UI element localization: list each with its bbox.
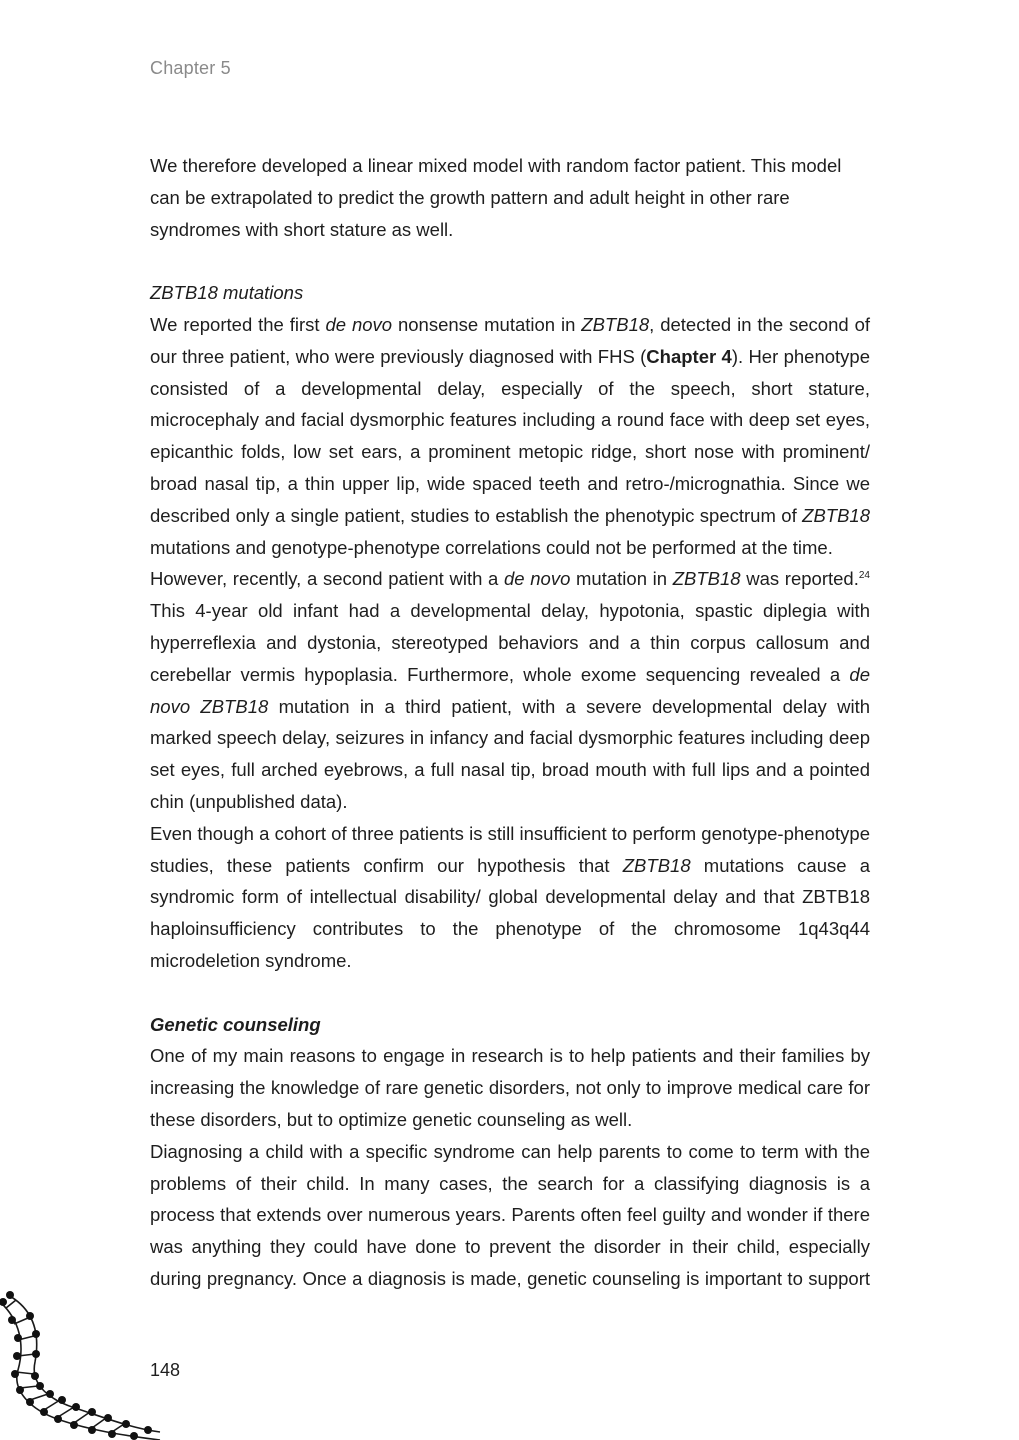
citation-superscript: 24 — [858, 570, 870, 582]
counseling-paragraph-2: Diagnosing a child with a specific syndrome can help parents to come to term with the problems of their child. In many cases, the search for a classifying diagnosis is a process that extends over numerous years. Parents often feel guilty and wonder if there was anything they could have done to prevent the disorder in their child, especially during pregnancy. Once a diagnosis is made, genetic counseling is important to support — [150, 1140, 870, 1289]
zbtb18-paragraph-1: We reported the first de novo nonsense mutation in ZBTB18, detected in the second of our three patient, who were previously diagnosed with FHS (Chapter 4). Her phenotype consisted of a developmental delay, especially of the speech, short stature, microcephaly and facial dysmorphic features including a round face with deep set eyes, epicanthic folds, low set ears, a prominent metopic ridge, short nose with prominent/ broad nasal tip, a thin upper lip, wide spaced teeth and retro-/micrognathia. Since we described only a single patient, studies to establish the phenotypic spectrum of ZBTB18 mutations and genotype-phenotype correlations could not be performed at the time. — [150, 313, 870, 558]
spacer — [150, 977, 870, 1009]
chapter-4-reference: Chapter 4 — [646, 345, 732, 367]
body-text — [150, 150, 870, 1295]
zbtb18-paragraph-2: However, recently, a second patient with a de novo mutation in ZBTB18 was reported.$^{24}$ This 4-year old infant had a developmental delay, hypotonia, spastic diplegia with hyperreflexia and dystonia, stereotyped behaviors and a thin corpus callosum and cerebellar vermis hypoplasia. Furthermore, whole exome sequencing revealed a de novo ZBTB18 mutation in a third patient, with a severe developmental delay with marked speech delay, seizures in infancy and facial dysmorphic features including deep set eyes, full arched eyebrows, a full nasal tip, broad mouth with full lips and a pointed chin (unpublished data). — [150, 568, 870, 812]
counseling-heading: Genetic counseling — [150, 1013, 321, 1035]
zbtb18-paragraph-3: Even though a cohort of three patients is still insufficient to perform genotype-phenotype studies, these patients confirm our hypothesis that ZBTB18 mutations cause a syndromic form of intellectual disability/ global developmental delay and that ZBTB18 haploinsufficiency contributes to the phenotype of the chromosome 1q43q44 microdeletion syndrome. — [150, 822, 871, 971]
intro-paragraph: We therefore developed a linear mixed model with random factor patient. This model can be extrapolated to predict the growth pattern and adult height in other rare syndromes with short stature as well. — [150, 155, 842, 240]
dna-helix-decoration-icon — [0, 1290, 170, 1440]
spacer — [150, 245, 870, 277]
running-header: Chapter 5 — [150, 58, 231, 78]
page-number: 148 — [150, 1360, 181, 1380]
counseling-paragraph-1: One of my main reasons to engage in research is to help patients and their families by increasing the knowledge of rare genetic disorders, not only to improve medical care for these disorders, but to optimize genetic counseling as well. — [150, 1045, 870, 1130]
zbtb18-heading: ZBTB18 mutations — [150, 282, 304, 304]
